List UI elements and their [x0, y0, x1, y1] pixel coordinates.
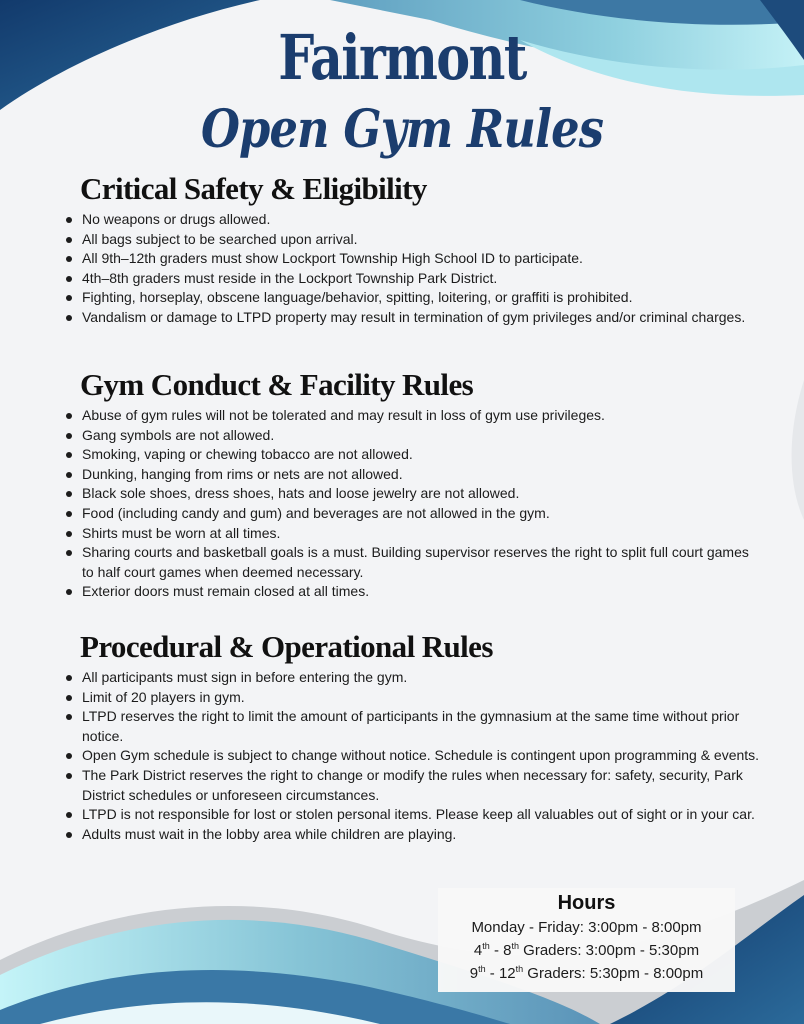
rule-item: Open Gym schedule is subject to change without notice. Schedule is contingent upon programming & events. — [62, 746, 762, 766]
title-fairmont: Fairmont — [278, 21, 526, 94]
rules-list — [62, 668, 762, 844]
rule-item: Smoking, vaping or chewing tobacco are not allowed. — [62, 445, 762, 465]
rule-item: Dunking, hanging from rims or nets are not allowed. — [62, 465, 762, 485]
rule-item: Sharing courts and basketball goals is a must. Building supervisor reserves the right to split full court games to half court games when deemed necessary. — [62, 543, 762, 582]
bullet-icon — [66, 773, 72, 779]
bullet-icon — [66, 714, 72, 720]
rule-item: Limit of 20 players in gym. — [62, 688, 762, 708]
bullet-icon — [66, 452, 72, 458]
rules-list — [62, 406, 762, 602]
rule-item: Abuse of gym rules will not be tolerated and may result in loss of gym use privileges. — [62, 406, 762, 426]
rule-item: Shirts must be worn at all times. — [62, 524, 762, 544]
bullet-icon — [66, 295, 72, 301]
bullet-icon — [66, 315, 72, 321]
bullet-icon — [66, 550, 72, 556]
rule-item: LTPD is not responsible for lost or stolen personal items. Please keep all valuables out of sight or in your car. — [62, 805, 762, 825]
bullet-icon — [66, 531, 72, 537]
bullet-icon — [66, 511, 72, 517]
bullet-icon — [66, 753, 72, 759]
bullet-icon — [66, 413, 72, 419]
bullet-icon — [66, 695, 72, 701]
rule-item: Food (including candy and gum) and beverages are not allowed in the gym. — [62, 504, 762, 524]
section-heading: Gym Conduct & Facility Rules — [80, 367, 474, 402]
rules-list — [62, 210, 762, 328]
section-critical-safety — [62, 170, 762, 328]
rule-item: 4th–8th graders must reside in the Lockport Township Park District. — [62, 269, 762, 289]
bullet-icon — [66, 433, 72, 439]
bullet-icon — [66, 491, 72, 497]
bullet-icon — [66, 276, 72, 282]
rule-item: Fighting, horseplay, obscene language/behavior, spitting, loitering, or graffiti is prohibited. — [62, 288, 762, 308]
hours-9th-12th: 9th - 12th Graders: 5:30pm - 8:00pm — [469, 964, 704, 982]
rule-item: Adults must wait in the lobby area while children are playing. — [62, 825, 762, 845]
rule-item: Black sole shoes, dress shoes, hats and loose jewelry are not allowed. — [62, 484, 762, 504]
section-heading: Critical Safety & Eligibility — [80, 171, 427, 206]
bullet-icon — [66, 832, 72, 838]
rule-item: Exterior doors must remain closed at all times. — [62, 582, 762, 602]
rule-item: All 9th–12th graders must show Lockport Township High School ID to participate. — [62, 249, 762, 269]
rule-item: Gang symbols are not allowed. — [62, 426, 762, 446]
section-gym-conduct — [62, 366, 762, 602]
section-heading: Procedural & Operational Rules — [80, 629, 493, 664]
bullet-icon — [66, 256, 72, 262]
bullet-icon — [66, 217, 72, 223]
bullet-icon — [66, 472, 72, 478]
bullet-icon — [66, 237, 72, 243]
rule-item: Vandalism or damage to LTPD property may result in termination of gym privileges and/or criminal charges. — [62, 308, 762, 328]
hours-weekday: Monday - Friday: 3:00pm - 8:00pm — [471, 919, 702, 936]
rule-item: No weapons or drugs allowed. — [62, 210, 762, 230]
hours-box — [438, 888, 735, 992]
bullet-icon — [66, 675, 72, 681]
bullet-icon — [66, 812, 72, 818]
hours-title: Hours — [557, 892, 616, 914]
title-open-gym-rules: Open Gym Rules — [200, 99, 604, 160]
rule-item: All bags subject to be searched upon arrival. — [62, 230, 762, 250]
section-procedural — [62, 628, 762, 844]
rule-item: All participants must sign in before entering the gym. — [62, 668, 762, 688]
bullet-icon — [66, 589, 72, 595]
hours-4th-8th: 4th - 8th Graders: 3:00pm - 5:30pm — [473, 941, 700, 959]
rule-item: LTPD reserves the right to limit the amount of participants in the gymnasium at the same time without prior notice. — [62, 707, 762, 746]
rule-item: The Park District reserves the right to change or modify the rules when necessary for: safety, security, Park District schedules or unforeseen circumstances. — [62, 766, 762, 805]
